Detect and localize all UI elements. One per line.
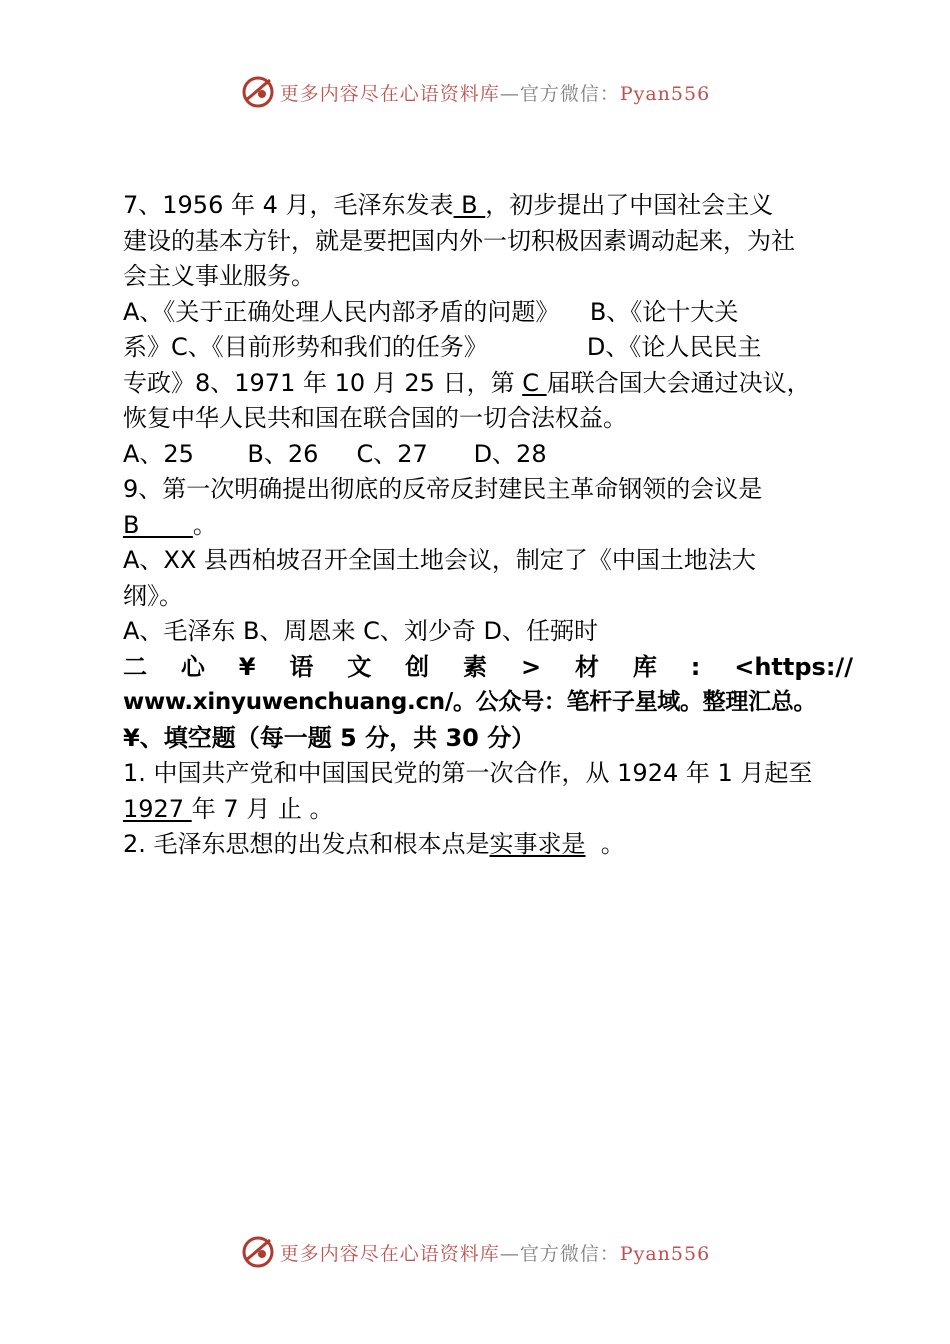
source-line-2: www.xinyuwenchuang.cn/。公众号：笔杆子星域。整理汇总。 (123, 689, 817, 715)
banner-text: 更多内容尽在心语资料库—官方微信：Pyan556 (279, 82, 711, 105)
section-heading: ¥、填空题（每一题 5 分，共 30 分） (123, 723, 536, 752)
source-char: 心 (180, 652, 205, 681)
footer-banner (0, 1230, 950, 1274)
q9-answer-line: B 。 (123, 510, 217, 539)
q7-answer: B (453, 191, 486, 219)
fill-2-answer: 实事求是 (489, 830, 586, 858)
source-char: 创 (405, 652, 430, 681)
brand-logo-icon (240, 1234, 276, 1270)
banner-text: 更多内容尽在心语资料库—官方微信：Pyan556 (279, 1242, 711, 1265)
q9-line-5: A、毛泽东 B、周恩来 C、刘少奇 D、任弼时 (123, 617, 599, 645)
q9-line-1: 9、第一次明确提出彻底的反帝反封建民主革命钢领的会议是 (123, 475, 763, 503)
q7-options-1: A、《关于正确处理人民内部矛盾的问题》 B、《论十大关 (123, 297, 739, 326)
q8-line-2: 恢复中华人民共和国在联合国的一切合法权益。 (123, 404, 627, 432)
source-char: 文 (347, 652, 372, 681)
source-char: 二 (123, 652, 147, 681)
fill-1-answer: 1927 (123, 794, 192, 823)
q8-options: A、25 B、26 C、27 D、28 (123, 439, 547, 468)
q7-line-2: 建设的基本方针，就是要把国内外一切积极因素调动起来，为社 (123, 226, 795, 255)
source-char: 材 (574, 652, 599, 681)
document-body (123, 188, 883, 863)
brand-logo-icon (240, 74, 276, 110)
source-char: ¥ (238, 652, 256, 681)
fill-2-line: 2. 毛泽东思想的出发点和根本点是实事求是 。 (123, 830, 625, 858)
q8-line-1: 专政》8、1971 年 10 月 25 日，第 C 届联合国大会通过决议， (123, 368, 811, 397)
q7-line-1: 7、1956 年 4 月，毛泽东发表 B ，初步提出了中国社会主义 (123, 191, 774, 219)
source-url-start: <https:// (734, 652, 853, 681)
source-char: > (520, 652, 542, 681)
source-char: 语 (289, 652, 314, 681)
fill-1-line-2: 1927 年 7 月 止 。 (123, 794, 334, 823)
q9-line-3: A、XX 县西柏坡召开全国土地会议，制定了《中国土地法大 (123, 546, 756, 574)
fill-1-line-1: 1. 中国共产党和中国国民党的第一次合作，从 1924 年 1 月起至 (123, 759, 813, 787)
source-line-1 (123, 650, 853, 686)
source-char: 素 (463, 652, 488, 681)
source-char: : (690, 652, 701, 681)
q7-line-3: 会主义事业服务。 (123, 262, 315, 290)
q9-line-4: 纲》。 (123, 581, 183, 610)
q9-answer: B (123, 510, 193, 539)
header-banner (0, 70, 950, 114)
q7-options-2: 系》C、《目前形势和我们的任务》 D、《论人民民主 (123, 333, 762, 361)
q8-answer: C (522, 368, 547, 397)
source-char: 库 (632, 652, 657, 681)
